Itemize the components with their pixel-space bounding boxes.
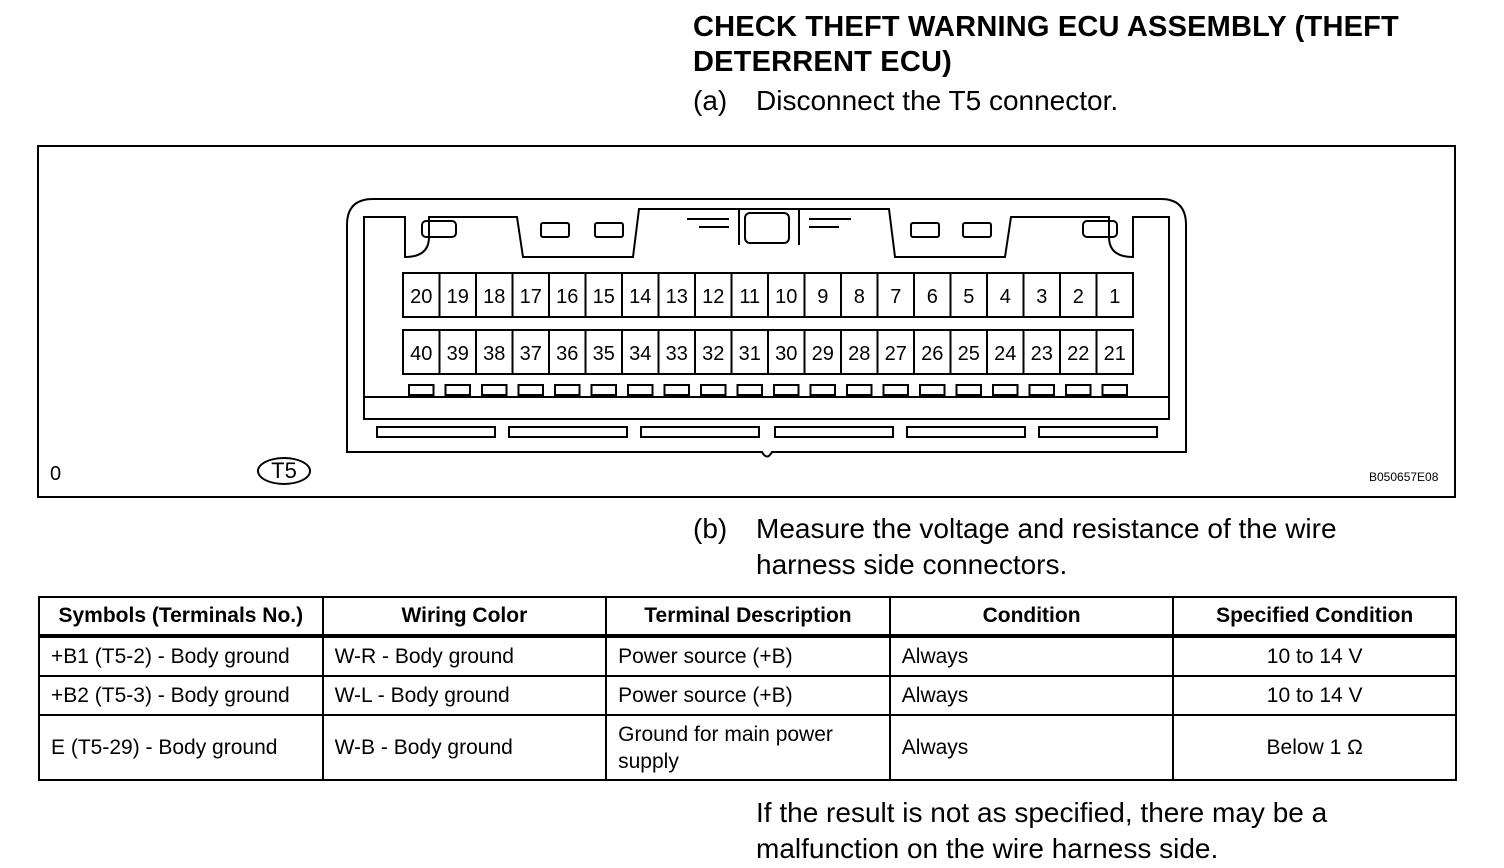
header-specified-condition: Specified Condition xyxy=(1173,597,1456,636)
specification-table xyxy=(38,596,1457,781)
pin-number: 25 xyxy=(957,343,980,365)
pin-number: 30 xyxy=(775,343,798,365)
pin-tab xyxy=(701,385,726,395)
pin-tab xyxy=(665,385,690,395)
header-terminal-description: Terminal Description xyxy=(606,597,890,636)
pin-number: 39 xyxy=(446,343,469,365)
pin-tab xyxy=(993,385,1018,395)
connector-diagram xyxy=(39,147,1454,496)
pin-number: 34 xyxy=(629,343,652,365)
pin-number: 19 xyxy=(446,286,469,308)
procedure-heading: CHECK THEFT WARNING ECU ASSEMBLY (THEFT DETERRENT ECU) xyxy=(693,11,1399,78)
pin-tab xyxy=(811,385,836,395)
cell-wiring-color: W-B - Body ground xyxy=(323,715,607,780)
pin-tab xyxy=(1030,385,1055,395)
pin-tab xyxy=(774,385,799,395)
pin-number: 23 xyxy=(1030,343,1053,365)
pin-tab xyxy=(482,385,507,395)
pin-tab xyxy=(555,385,580,395)
pin-number: 28 xyxy=(848,343,871,365)
cell-symbols: +B2 (T5-3) - Body ground xyxy=(39,676,323,715)
pin-tab xyxy=(628,385,653,395)
pin-tab xyxy=(1066,385,1091,395)
figure-code: B050657E08 xyxy=(1369,470,1439,484)
pin-number: 9 xyxy=(817,286,829,308)
pin-number: 36 xyxy=(556,343,579,365)
cell-wiring-color: W-L - Body ground xyxy=(323,676,607,715)
pin-number: 16 xyxy=(556,286,579,308)
pin-number: 15 xyxy=(592,286,615,308)
pin-number: 2 xyxy=(1072,286,1084,308)
pin-number: 24 xyxy=(994,343,1017,365)
pin-number: 13 xyxy=(665,286,688,308)
pin-number: 32 xyxy=(702,343,725,365)
result-note: If the result is not as specified, there may be a malfunction on the wire harness side. xyxy=(756,797,1328,864)
pin-number: 14 xyxy=(629,286,652,308)
table-row xyxy=(39,676,1456,715)
connector-tag: T5 xyxy=(257,457,311,485)
cell-terminal-description: Power source (+B) xyxy=(606,676,890,715)
step-a-label: (a) xyxy=(693,85,728,116)
pin-number: 38 xyxy=(483,343,506,365)
cell-terminal-description: Power source (+B) xyxy=(606,636,890,676)
pin-number: 12 xyxy=(702,286,725,308)
pin-number: 8 xyxy=(853,286,865,308)
pin-number: 27 xyxy=(884,343,907,365)
pin-number: 26 xyxy=(921,343,944,365)
step-b-label: (b) xyxy=(693,513,728,544)
pin-tab xyxy=(884,385,909,395)
pin-tab xyxy=(957,385,982,395)
pin-number: 18 xyxy=(483,286,506,308)
table-row xyxy=(39,715,1456,780)
header-symbols: Symbols (Terminals No.) xyxy=(39,597,323,636)
cell-wiring-color: W-R - Body ground xyxy=(323,636,607,676)
header-condition: Condition xyxy=(890,597,1174,636)
pin-tab xyxy=(592,385,617,395)
connector-figure xyxy=(37,145,1456,498)
pin-number: 1 xyxy=(1109,286,1121,308)
pin-number: 17 xyxy=(519,286,542,308)
cell-specified-condition: 10 to 14 V xyxy=(1173,636,1456,676)
pin-number: 37 xyxy=(519,343,542,365)
pin-tab xyxy=(847,385,872,395)
pin-tab xyxy=(446,385,471,395)
cell-terminal-description: Ground for main power supply xyxy=(606,715,890,780)
pin-number: 31 xyxy=(738,343,761,365)
pin-tab xyxy=(738,385,763,395)
cell-symbols: E (T5-29) - Body ground xyxy=(39,715,323,780)
cell-condition: Always xyxy=(890,676,1174,715)
step-b-text: Measure the voltage and resistance of the wire harness side connectors. xyxy=(756,513,1337,580)
pin-number: 5 xyxy=(963,286,975,308)
pin-number: 33 xyxy=(665,343,688,365)
pin-number: 4 xyxy=(999,286,1011,308)
pin-number: 11 xyxy=(739,286,761,308)
header-wiring-color: Wiring Color xyxy=(323,597,607,636)
step-b xyxy=(693,511,1436,583)
figure-corner-mark: 0 xyxy=(50,463,62,485)
pin-number: 10 xyxy=(775,286,798,308)
step-a-text: Disconnect the T5 connector. xyxy=(756,85,1119,116)
cell-specified-condition: Below 1 Ω xyxy=(1173,715,1456,780)
step-a xyxy=(693,83,1118,119)
pin-tab xyxy=(409,385,434,395)
pin-number: 7 xyxy=(890,286,902,308)
pin-number: 35 xyxy=(592,343,615,365)
pin-tab xyxy=(1103,385,1128,395)
table-header-row xyxy=(39,597,1456,636)
pin-number: 29 xyxy=(811,343,834,365)
pin-tab xyxy=(920,385,945,395)
pin-tab xyxy=(519,385,544,395)
table-row xyxy=(39,636,1456,676)
cell-specified-condition: 10 to 14 V xyxy=(1173,676,1456,715)
pin-number: 6 xyxy=(926,286,938,308)
pin-number: 40 xyxy=(410,343,433,365)
pin-number: 22 xyxy=(1067,343,1090,365)
pin-number: 21 xyxy=(1103,343,1126,365)
cell-symbols: +B1 (T5-2) - Body ground xyxy=(39,636,323,676)
cell-condition: Always xyxy=(890,715,1174,780)
pin-number: 20 xyxy=(410,286,433,308)
pin-number: 3 xyxy=(1036,286,1048,308)
cell-condition: Always xyxy=(890,636,1174,676)
